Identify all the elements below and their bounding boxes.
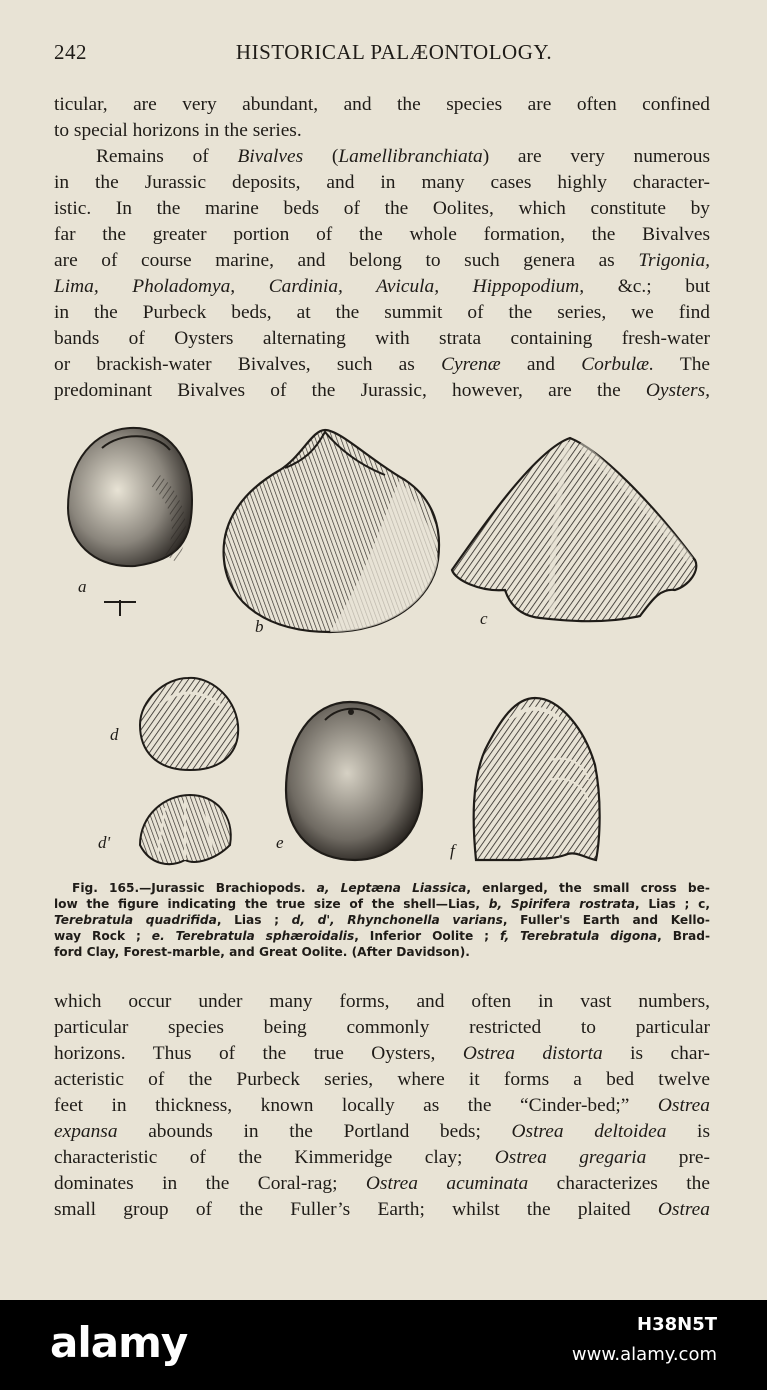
text-line: bands of Oysters alternating with strata containing fresh-water — [54, 328, 710, 349]
brachiopod-figure — [40, 420, 730, 870]
top-text-block — [54, 92, 710, 404]
figure-label-d: d — [110, 725, 119, 744]
caption-line: Fig. 165.—Jurassic Brachiopods. a, Leptæna Liassica, enlarged, the small cross be- — [72, 881, 710, 895]
running-header — [54, 40, 714, 70]
image-id: H38N5T — [637, 1314, 717, 1335]
text-line: Remains of Bivalves (Lamellibranchiata) are very numerous — [96, 146, 710, 167]
text-line: which occur under many forms, and often in vast numbers, — [54, 991, 710, 1012]
text-line: to special horizons in the series. — [54, 120, 302, 141]
running-title: HISTORICAL PALÆONTOLOGY. — [235, 40, 553, 64]
shell-d-prime-rhynchonella — [140, 795, 231, 864]
bottom-text-block — [54, 989, 710, 1223]
paragraph-bivalves — [54, 144, 710, 404]
paragraph-continued — [54, 92, 710, 144]
figure-label-d-prime: d' — [98, 833, 111, 852]
text-line: particular species being commonly restricted to particular — [54, 1017, 710, 1038]
figure-caption — [54, 880, 710, 960]
text-line: predominant Bivalves of the Jurassic, however, are the Oysters, — [54, 380, 710, 401]
text-line: in the Jurassic deposits, and in many cases highly character- — [54, 172, 710, 193]
footer-url: www.alamy.com — [571, 1344, 717, 1365]
shell-c-terebratula-quadrifida — [452, 438, 696, 621]
stock-footer-bar — [0, 1300, 767, 1390]
alamy-logo: alamy — [50, 1318, 188, 1367]
shell-d-rhynchonella — [140, 678, 238, 770]
figure-label-c: c — [480, 609, 488, 628]
text-line: horizons. Thus of the true Oysters, Ostrea distorta is char- — [54, 1043, 710, 1064]
text-line: acteristic of the Purbeck series, where it forms a bed twelve — [54, 1069, 710, 1090]
text-line: far the greater portion of the whole formation, the Bivalves — [54, 224, 710, 245]
shell-e-terebratula-sphaeroidalis — [286, 702, 422, 860]
shell-f-terebratula-digona — [474, 698, 600, 860]
text-line: or brackish-water Bivalves, such as Cyrenæ and Corbulæ. The — [54, 354, 710, 375]
caption-line: ford Clay, Forest-marble, and Great Oolite. (After Davidson). — [54, 945, 470, 959]
figure-label-a: a — [78, 577, 87, 596]
paragraph-oysters — [54, 989, 710, 1223]
figure-label-e: e — [276, 833, 284, 852]
text-line: small group of the Fuller’s Earth; whilst the plaited Ostrea — [54, 1199, 710, 1220]
text-line: istic. In the marine beds of the Oolites, which constitute by — [54, 198, 710, 219]
text-line: expansa abounds in the Portland beds; Ostrea deltoidea is — [54, 1121, 710, 1142]
text-line: Lima, Pholadomya, Cardinia, Avicula, Hippopodium, &c.; but — [54, 276, 710, 297]
text-line: feet in thickness, known locally as the “Cinder-bed;” Ostrea — [54, 1095, 710, 1116]
scale-cross-icon — [104, 600, 136, 616]
text-line: dominates in the Coral-rag; Ostrea acuminata characterizes the — [54, 1173, 710, 1194]
caption-line: way Rock ; e. Terebratula sphæroidalis, Inferior Oolite ; f, Terebratula digona, Brad- — [54, 929, 711, 943]
figure-label-b: b — [255, 617, 264, 636]
text-line: in the Purbeck beds, at the summit of the series, we find — [54, 302, 710, 323]
text-line: characteristic of the Kimmeridge clay; Ostrea gregaria pre- — [54, 1147, 710, 1168]
shell-a-leptaena — [68, 428, 192, 566]
figure-label-f: f — [450, 841, 455, 860]
text-line: ticular, are very abundant, and the species are often confined — [54, 94, 710, 115]
caption-line: Terebratula quadrifida, Lias ; d, d', Rhynchonella varians, Fuller's Earth and Kello- — [54, 913, 710, 927]
text-line: are of course marine, and belong to such genera as Trigonia, — [54, 250, 710, 271]
page-number: 242 — [54, 40, 87, 64]
caption-line: low the figure indicating the true size of the shell—Lias, b, Spirifera rostrata, Lias ; c, — [54, 897, 710, 911]
shell-b-spirifera — [224, 430, 439, 632]
